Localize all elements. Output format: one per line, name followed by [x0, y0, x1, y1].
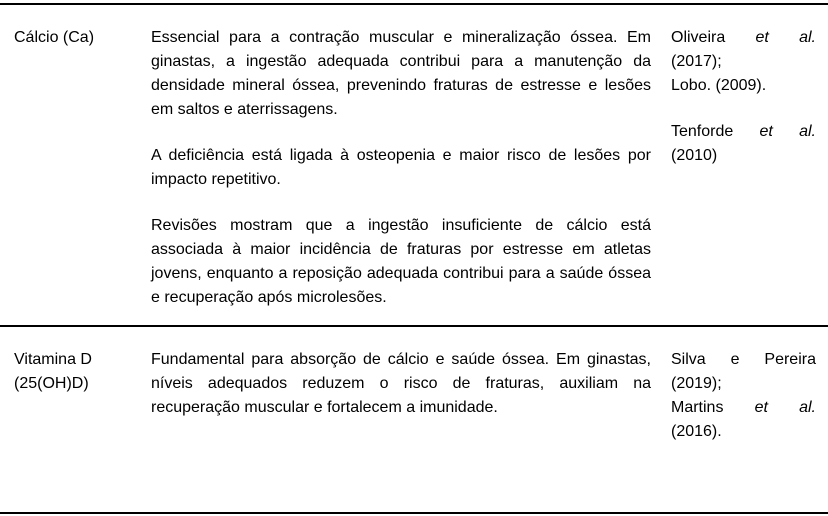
description-paragraph: Essencial para a contração muscular e mineralização óssea. Em ginastas, a ingestão adequada contribui para a manutenção da densidade mineral óssea, prevenindo fraturas de estresse e lesões em saltos e aterrissagens.: [151, 29, 651, 118]
references-cell-calcium: [671, 26, 816, 168]
reference-etal: et: [759, 123, 773, 140]
reference-al: al.: [799, 399, 816, 416]
description-paragraph: Fundamental para absorção de cálcio e saúde óssea. Em ginastas, níveis adequados reduzem o risco de fraturas, auxiliam na recuperação muscular e fortalecem a imunidade.: [151, 351, 651, 416]
reference-author: Tenforde: [671, 123, 734, 140]
nutrient-subname: (25(OH)D): [14, 375, 89, 392]
description-paragraph: Revisões mostram que a ingestão insuficiente de cálcio está associada à maior incidência de fraturas por estresse em atletas jovens, enquanto a reposição adequada contribui para a saúde óssea e recuperação após microlesões.: [151, 217, 651, 306]
description-cell-vitamin-d: [151, 348, 651, 442]
reference-year: (2010): [671, 147, 718, 164]
reference-author: Pereira: [764, 351, 816, 368]
nutrient-name: Vitamina D: [14, 351, 92, 368]
references-cell-vitamin-d: [671, 348, 816, 444]
table-bottom-rule: [0, 512, 828, 514]
reference-al: al.: [799, 123, 816, 140]
table-top-rule: [0, 3, 828, 5]
reference-line: [671, 26, 816, 50]
reference-year: (2019);: [671, 375, 722, 392]
reference-conjunction: e: [730, 351, 740, 368]
reference-author: Silva: [671, 351, 706, 368]
description-cell-calcium: [151, 26, 651, 332]
reference-author: Oliveira: [671, 29, 726, 46]
reference-year: (2017);: [671, 53, 722, 70]
reference-line: Lobo. (2009).: [671, 77, 767, 94]
reference-year: (2016).: [671, 423, 722, 440]
description-paragraph: A deficiência está ligada à osteopenia e maior risco de lesões por impacto repetitivo.: [151, 147, 651, 188]
nutrient-cell-vitamin-d: [14, 348, 134, 396]
reference-line: [671, 348, 816, 372]
reference-line: [671, 396, 816, 420]
reference-etal: et: [754, 399, 768, 416]
reference-line: [671, 120, 816, 144]
reference-al: al.: [799, 29, 816, 46]
nutrient-name: Cálcio (Ca): [14, 29, 95, 46]
nutrient-cell-calcium: [14, 26, 134, 50]
reference-author: Martins: [671, 399, 724, 416]
reference-etal: et: [755, 29, 769, 46]
